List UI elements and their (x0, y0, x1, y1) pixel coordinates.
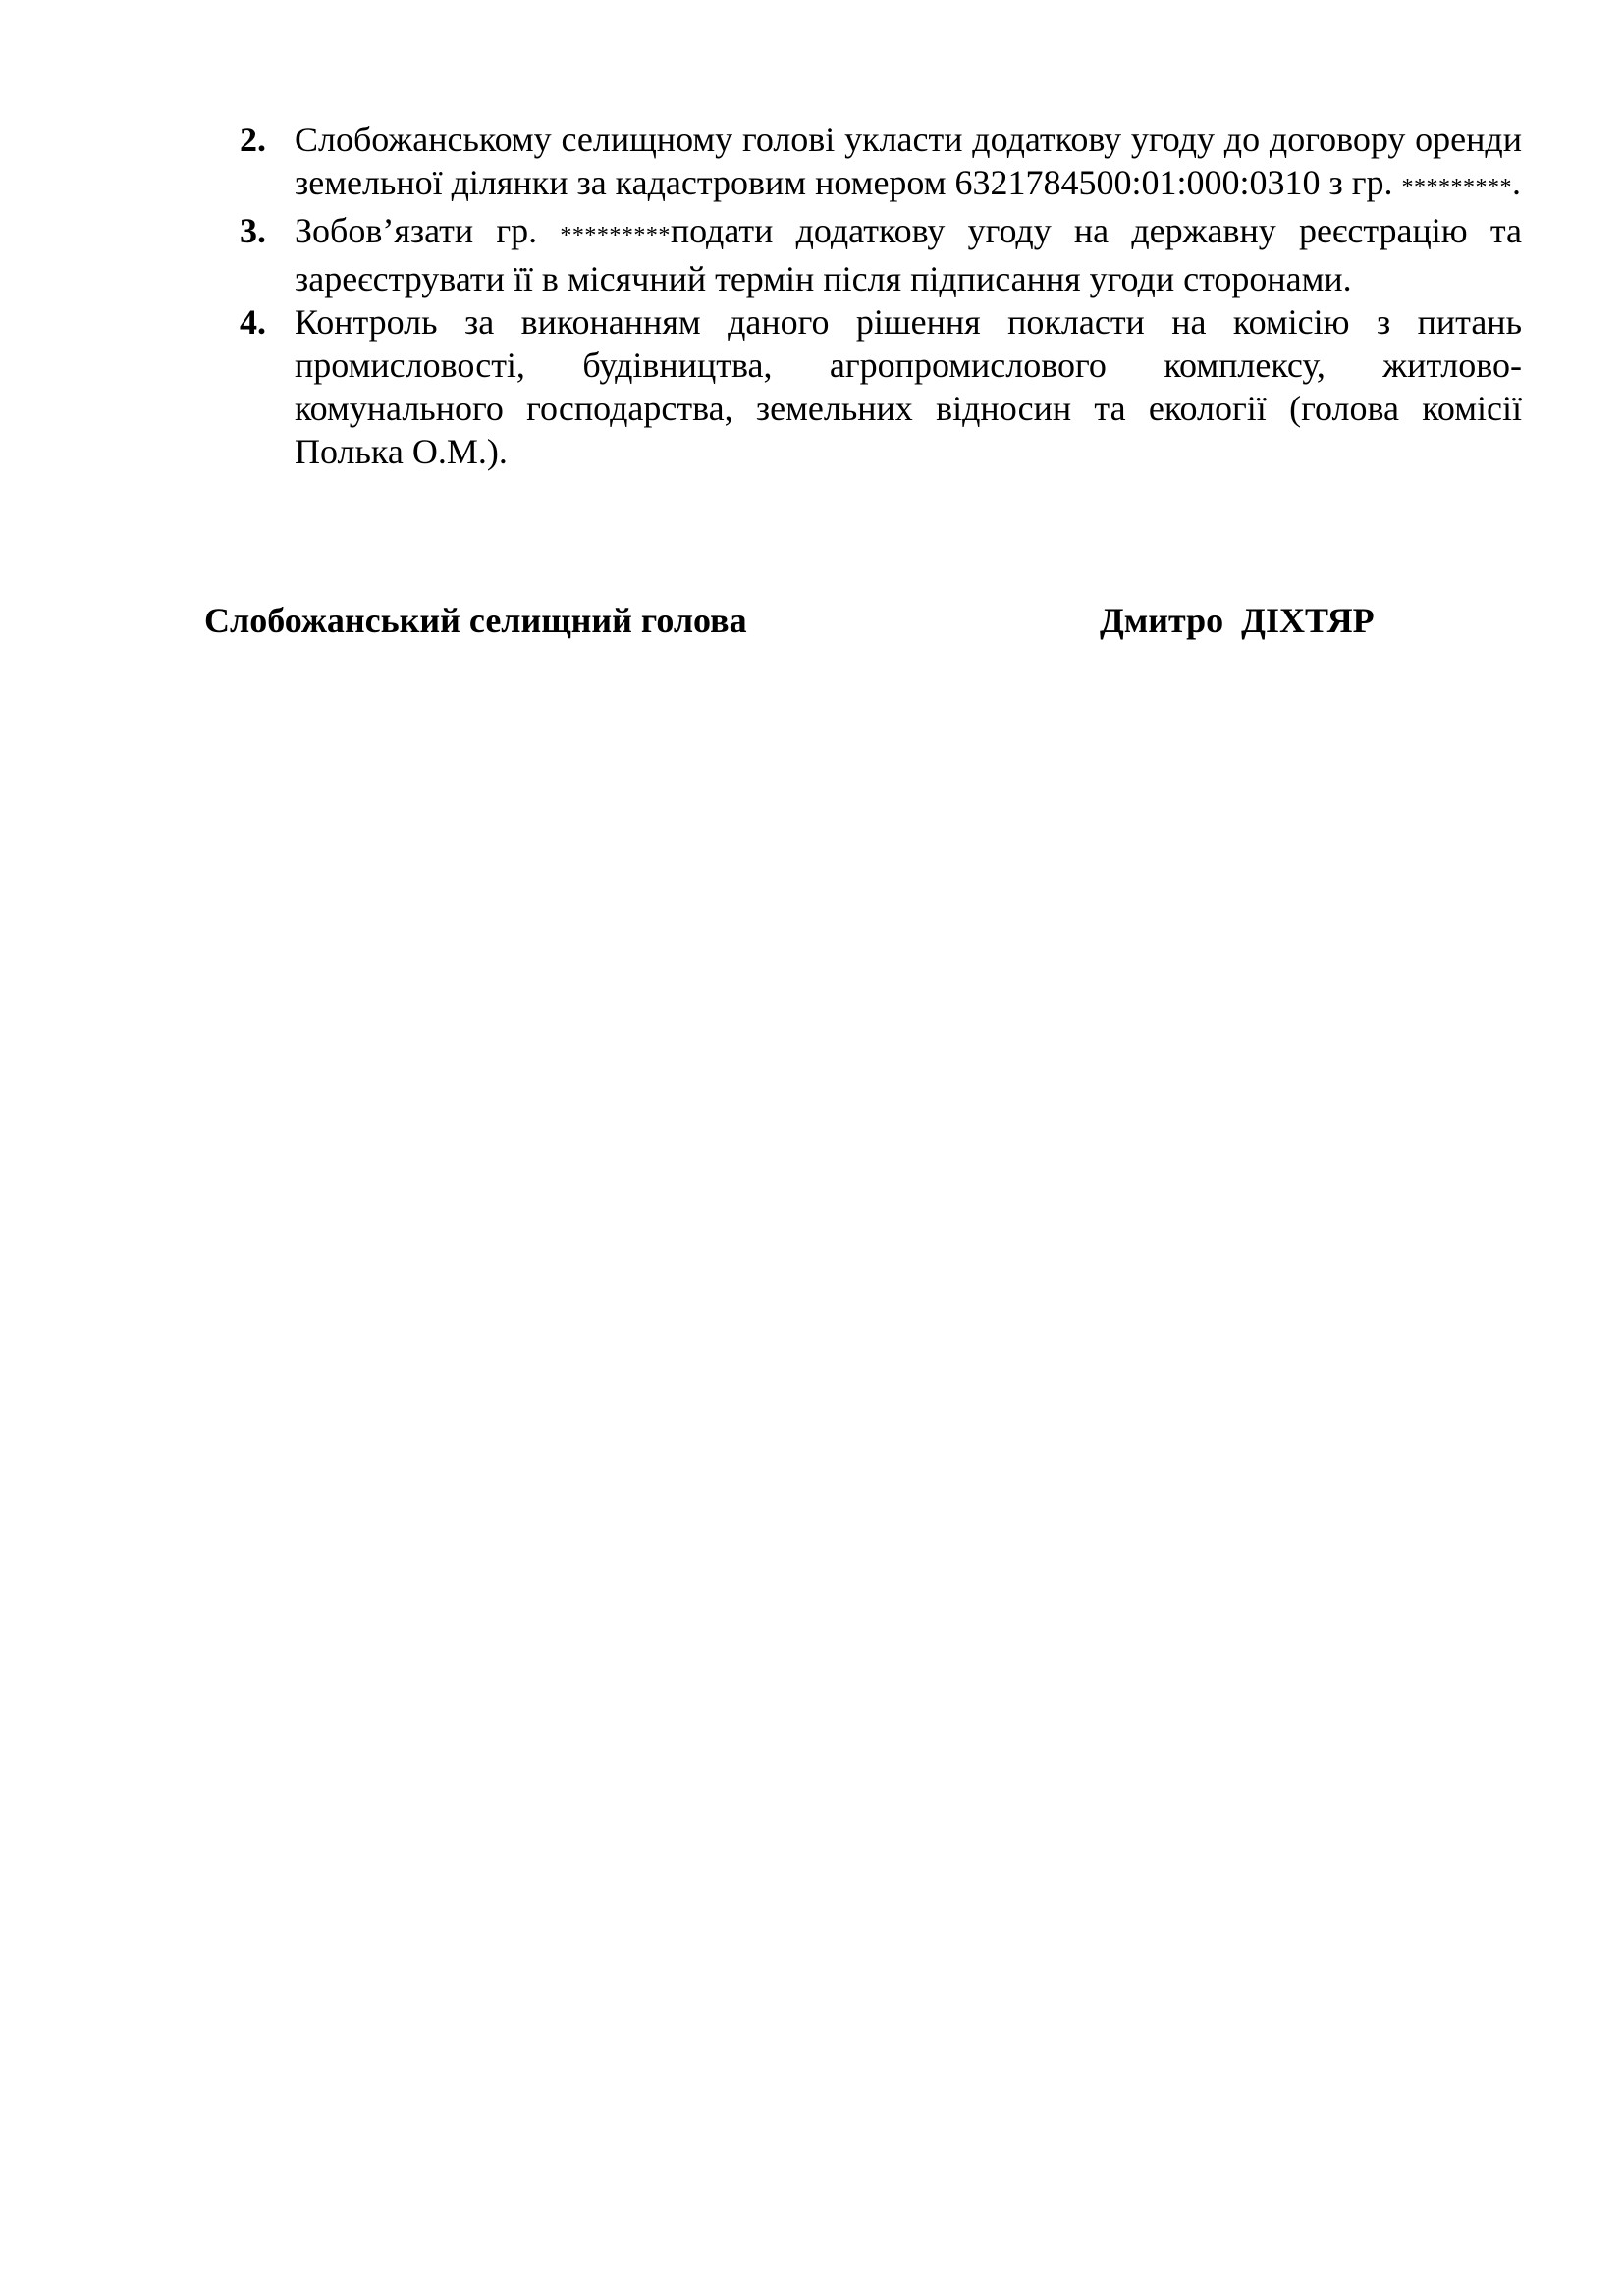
item-number: 2. (240, 120, 266, 159)
item-number: 4. (240, 302, 266, 342)
list-item-3 (236, 209, 1522, 300)
decision-list (236, 118, 1522, 473)
list-item-4 (236, 300, 1522, 473)
masked-name: ********* (560, 223, 671, 248)
item-number: 3. (240, 211, 266, 250)
item-text: Слобожанському селищному голові укласти додаткову угоду до договору оренди земельної ділянки за кадастровим номером 6321784500:01:000:0310 з гр. *********. (295, 120, 1522, 202)
signature-title: Слобожанський селищний голова (204, 601, 747, 640)
item-text: Контроль за виконанням даного рішення покласти на комісію з питань промисловості, будівництва, агропромислового комплексу, житлово-комунального господарства, земельних відносин та екології (голова комісії Полька О.М.). (295, 302, 1522, 471)
list-item-2 (236, 118, 1522, 209)
masked-name: ********* (1401, 175, 1513, 200)
item-text: Зобов’язати гр. *********подати додаткову угоду на державну реєстрацію та зареєструвати її в місячний термін після підписання угоди сторонами. (295, 211, 1522, 298)
signature-name: Дмитро ДІХТЯР (1100, 601, 1375, 640)
